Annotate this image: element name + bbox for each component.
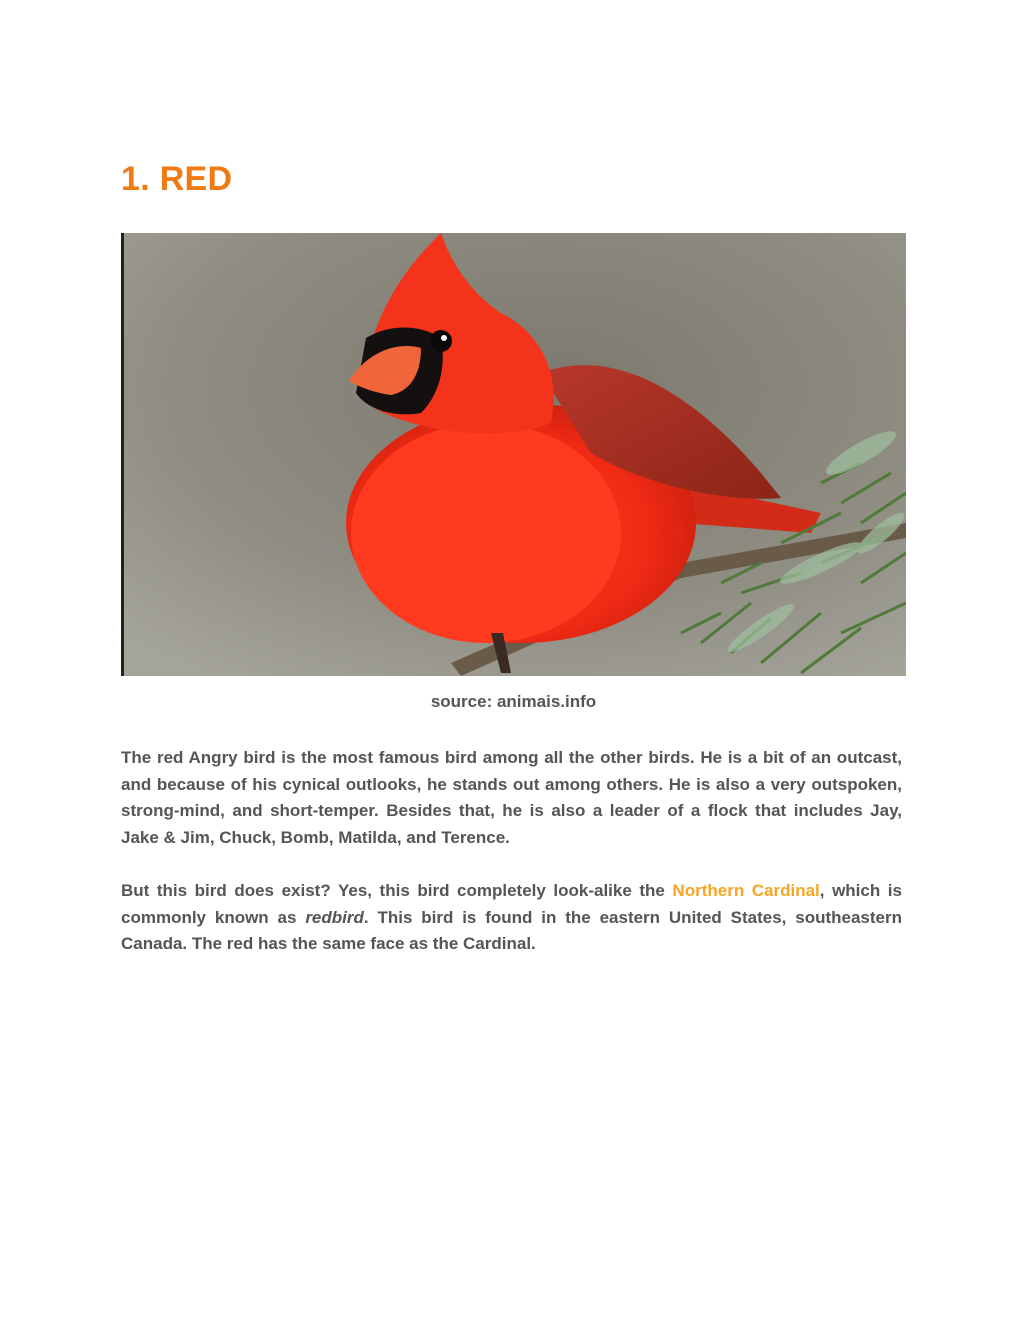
paragraph-intro: The red Angry bird is the most famous bird among all the other birds. He is a bit of an outcast, and because of his cynical outlooks, he stands out among others. He is also a very outspoken, strong-mind, and short-temper. Besides that, he is also a leader of a flock that includes Jay, Jake & Jim, Chuck, Bomb, Matilda, and Terence. xyxy=(121,748,902,847)
page-title: 1. RED xyxy=(121,160,233,198)
cardinal-photo xyxy=(121,233,906,676)
paragraph-text: . This bird is found in the eastern United States, southeastern Canada. The red has the same face as the Cardinal. xyxy=(121,907,902,953)
image-caption: source: animais.info xyxy=(430,692,597,711)
northern-cardinal-link[interactable]: Northern Cardinal xyxy=(672,881,820,900)
redbird-italic: redbird xyxy=(305,907,364,927)
paragraph-text: , which is commonly known as xyxy=(121,881,902,927)
paragraph-text: But this bird does exist? Yes, this bird completely look-alike the xyxy=(121,881,673,900)
paragraph-cardinal xyxy=(121,878,902,958)
